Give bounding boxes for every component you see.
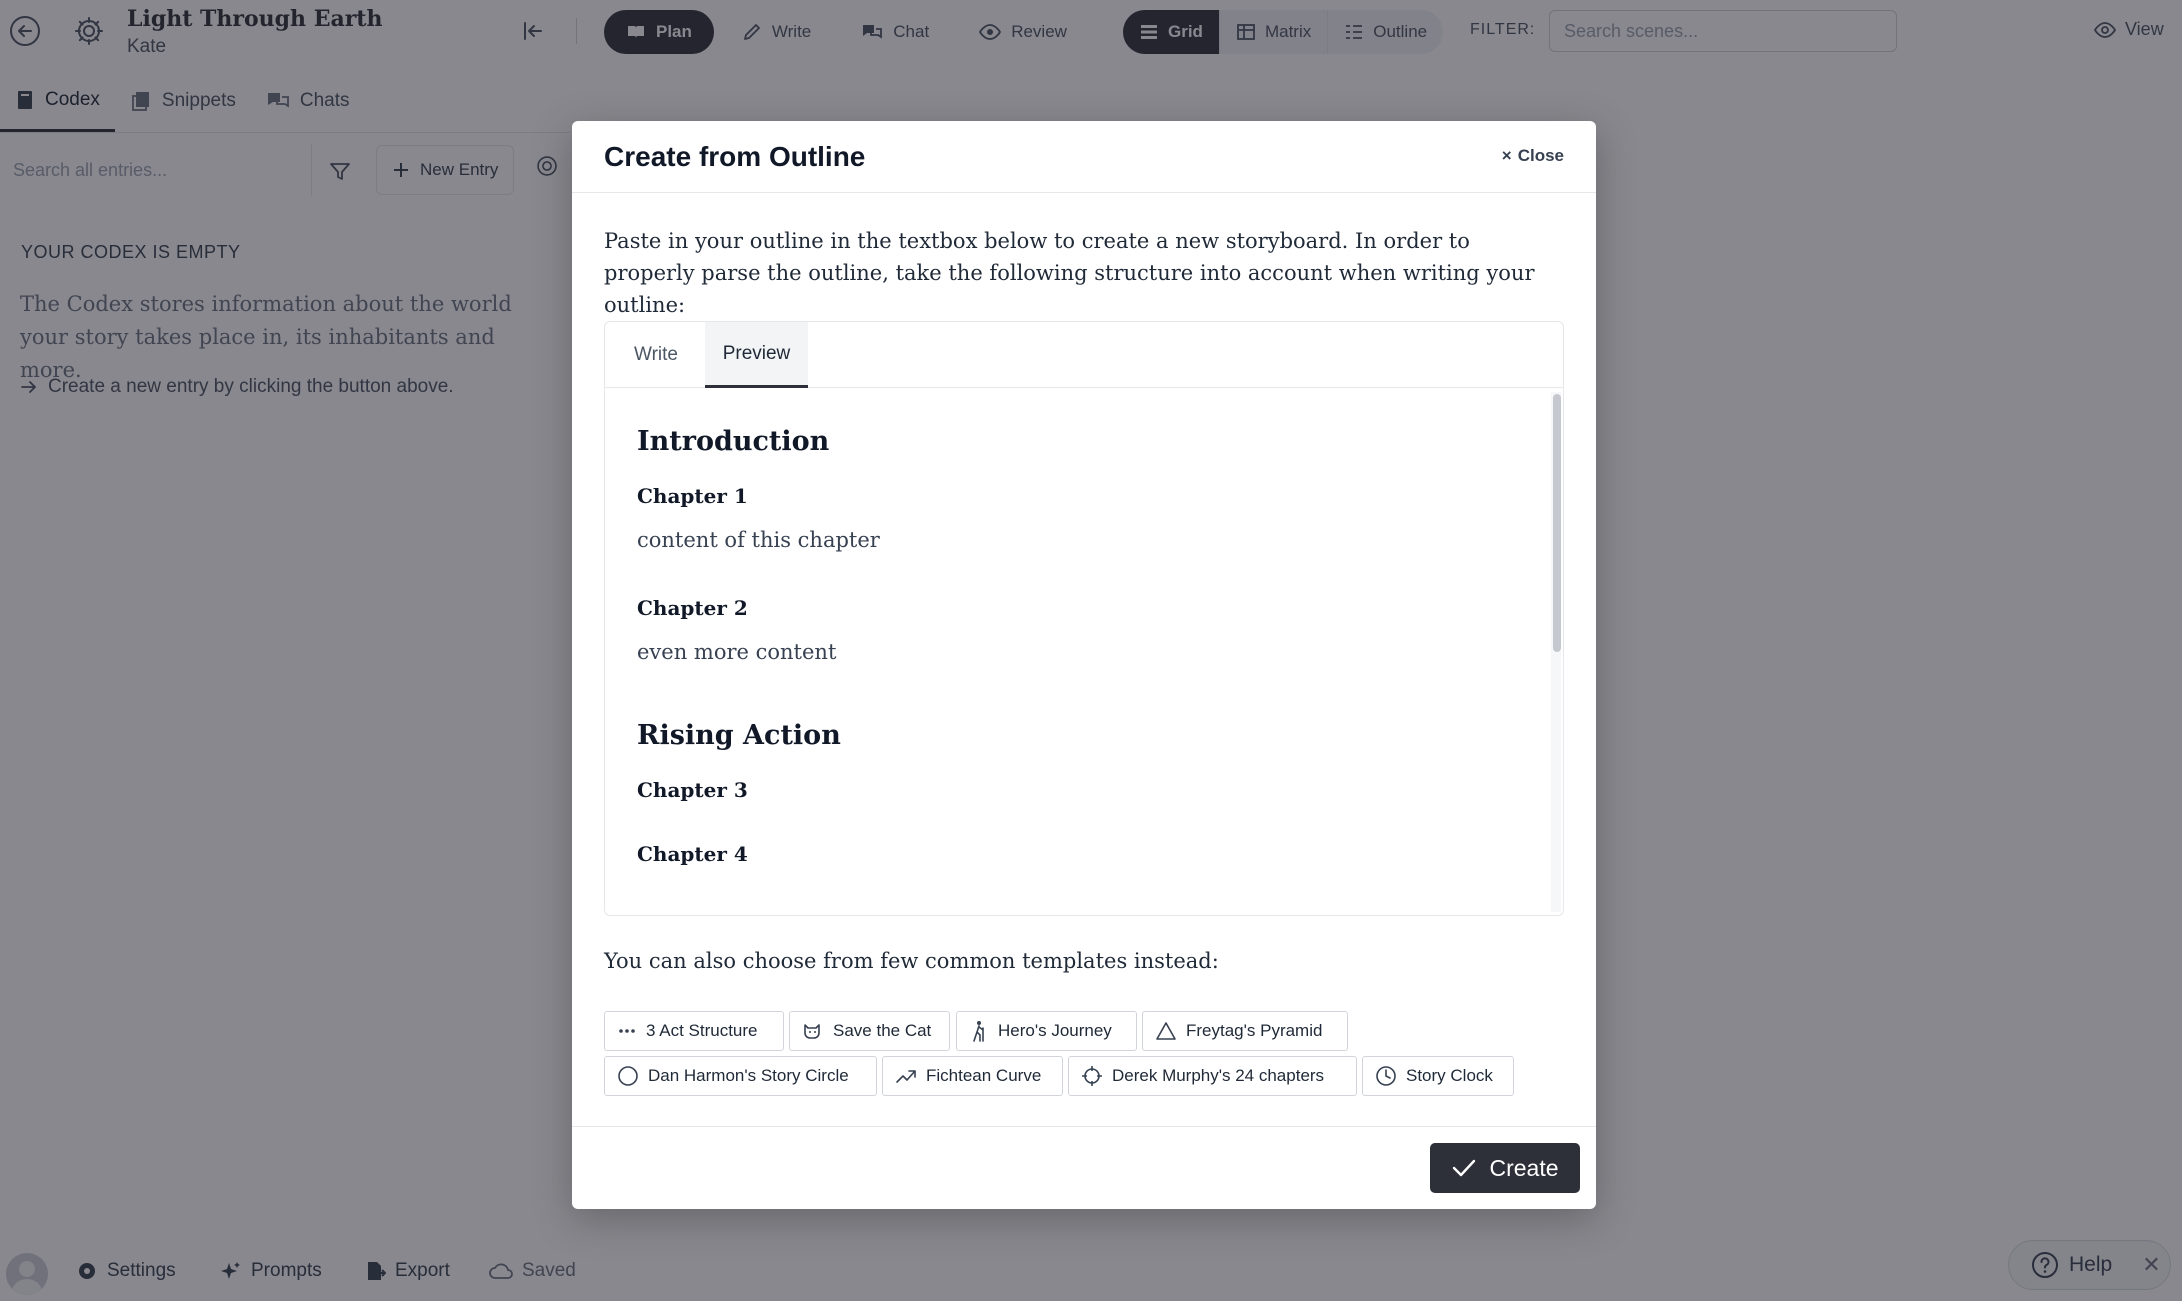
chapter-heading: Chapter 3 (637, 778, 748, 802)
template-save-the-cat[interactable] (789, 1011, 950, 1051)
cat-icon (802, 1021, 824, 1041)
chapter-heading: Chapter 2 (637, 596, 748, 620)
act-heading: Rising Action (637, 720, 841, 751)
create-from-outline-dialog (572, 121, 1596, 1209)
dialog-intro: Paste in your outline in the textbox below to create a new storyboard. In order to properly parse the outline, take the following structure into account when writing your outline: (604, 229, 1535, 317)
triangle-icon (1155, 1021, 1177, 1041)
close-icon: × (1501, 146, 1512, 165)
dialog-header (572, 121, 1596, 193)
template-fichtean-curve[interactable] (882, 1056, 1063, 1096)
scrollbar-thumb[interactable] (1553, 394, 1561, 652)
chapter-content: even more content (637, 640, 837, 664)
chapter-heading: Chapter 4 (637, 842, 748, 866)
template-story-clock[interactable] (1362, 1056, 1514, 1096)
create-button[interactable] (1430, 1143, 1580, 1193)
template-label: Save the Cat (833, 1021, 932, 1040)
act-heading: Introduction (637, 426, 830, 457)
dialog-title: Create from Outline (604, 141, 866, 172)
template-3-act-structure[interactable] (604, 1011, 784, 1051)
dots-icon (617, 1021, 637, 1041)
trend-up-icon (895, 1066, 917, 1086)
template-label: Dan Harmon's Story Circle (648, 1066, 849, 1085)
editor-tabs (605, 322, 1564, 388)
tab-preview[interactable]: Preview (705, 322, 808, 388)
template-derek-murphy-24-chapters[interactable] (1068, 1056, 1357, 1096)
chapter-heading: Chapter 1 (637, 484, 748, 508)
template-heros-journey[interactable] (956, 1011, 1137, 1051)
clock-icon (1375, 1065, 1397, 1087)
close-label: Close (1517, 146, 1564, 165)
outline-editor (604, 321, 1564, 916)
chapter-content: content of this chapter (637, 528, 880, 552)
circle-icon (617, 1065, 639, 1087)
template-label: Derek Murphy's 24 chapters (1112, 1066, 1325, 1085)
create-label: Create (1489, 1154, 1559, 1181)
template-label: Freytag's Pyramid (1186, 1021, 1323, 1040)
template-story-circle[interactable] (604, 1056, 877, 1096)
tab-write[interactable]: Write (634, 344, 678, 365)
dialog-footer (572, 1126, 1596, 1209)
template-label: 3 Act Structure (646, 1021, 758, 1040)
outline-preview[interactable] (637, 388, 1517, 913)
close-button[interactable] (1502, 146, 1564, 166)
crosshair-icon (1081, 1065, 1103, 1087)
check-icon (1451, 1157, 1477, 1179)
template-freytags-pyramid[interactable] (1142, 1011, 1348, 1051)
template-label: Hero's Journey (998, 1021, 1112, 1040)
templates-label: You can also choose from few common templates instead: (604, 949, 1219, 973)
hiker-icon (969, 1020, 989, 1042)
template-label: Fichtean Curve (926, 1066, 1042, 1085)
template-label: Story Clock (1406, 1066, 1493, 1085)
